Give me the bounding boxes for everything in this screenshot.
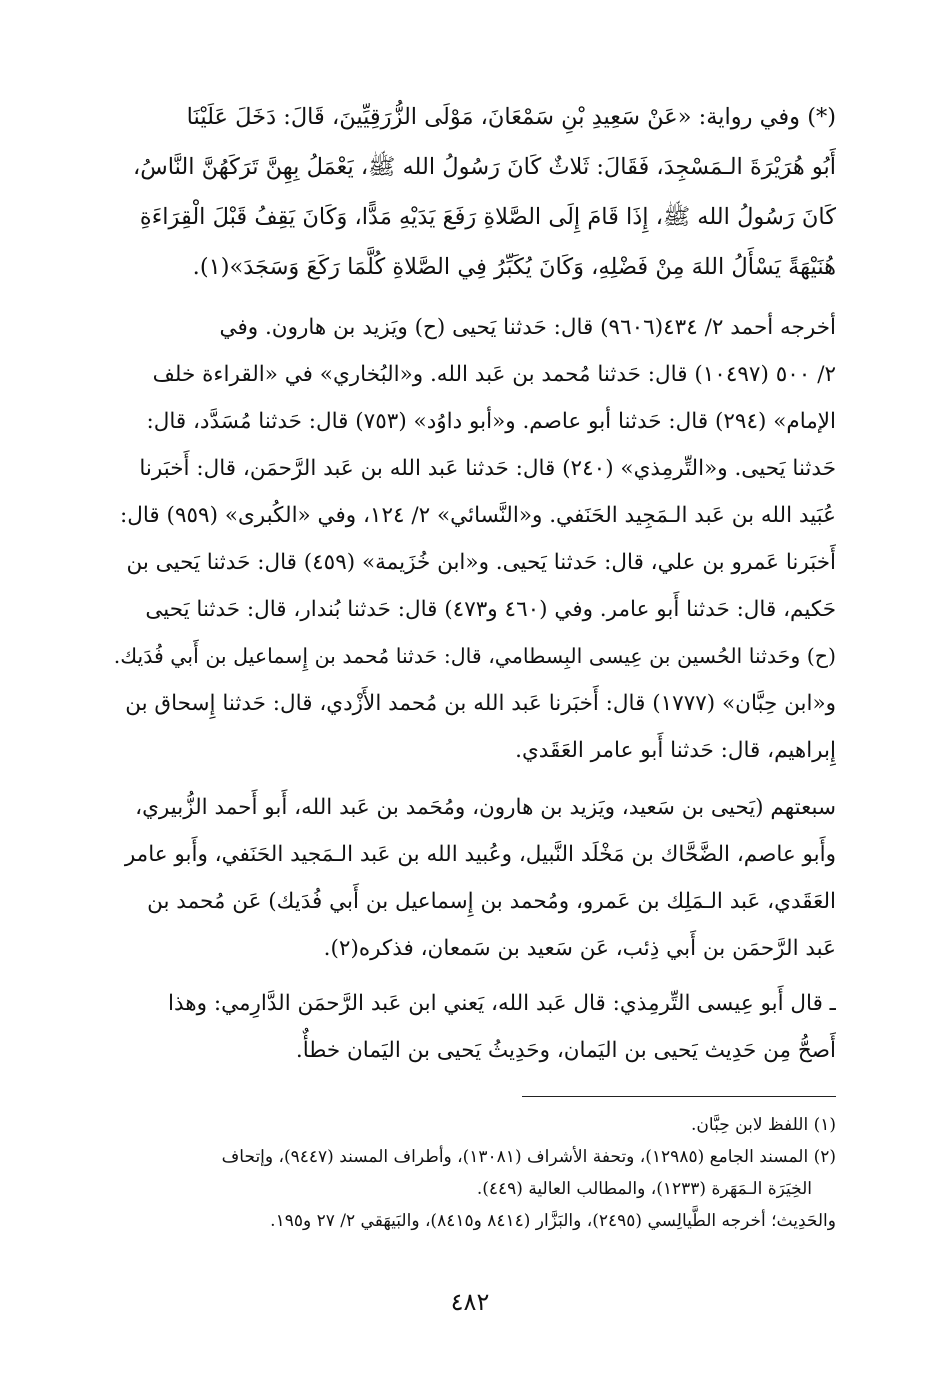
takhrij-line: إِبراهيم، قال: حَدثنا أَبو عامر العَقَدي. bbox=[515, 738, 836, 763]
takhrij-line: أَخبَرنا عَمرو بن علي، قال: حَدثنا يَحيى. و«ابن خُزَيمة» (٤٥٩) قال: حَدثنا يَحيى بن bbox=[126, 550, 836, 575]
page-body bbox=[100, 92, 836, 1237]
hadith-line: (*) وفي رواية: «عَنْ سَعِيدِ بْنِ سَمْعَانَ، مَوْلَى الزُّرَقِيِّينَ، قَالَ: دَخَلَ عَلَيْنَا bbox=[186, 104, 836, 130]
narrators-line: سبعتهم (يَحيى بن سَعيد، ويَزيد بن هارون، ومُحَمد بن عَبد الله، أَبو أَحمد الزُّبيري، bbox=[135, 795, 836, 820]
footnote-2-continued: الخِيَرَة الـمَهَرة (١٢٣٣)، والمطالب العالية (٤٤٩). bbox=[476, 1179, 812, 1199]
takhrij-line: و«ابن حِبَّان» (١٧٧٧) قال: أَخبَرنا عَبد الله بن مُحمد الأَزْدي، قال: حَدثنا إِسحاق بن bbox=[125, 691, 836, 716]
narrators-line: وأَبو عاصم، الضَّحَّاك بن مَخْلَد النَّبيل، وعُبيد الله بن عَبد الـمَجيد الحَنَفي، وأَبو عامر bbox=[124, 842, 836, 867]
footnote-separator bbox=[522, 1096, 836, 1097]
narrators-line: عَبد الرَّحمَن بن أَبي ذِئب، عَن سَعيد بن سَمعان، فذكره(٢). bbox=[323, 936, 836, 961]
tirmidhi-comment bbox=[100, 980, 836, 1074]
hadith-line: كَانَ رَسُولُ الله ﷺ، إِذَا قَامَ إِلَى الصَّلاةِ رَفَعَ يَدَيْهِ مَدًّا، وَكَانَ يَقِفُ قَبْلَ الْقِرَاءَةِ bbox=[139, 204, 836, 230]
tirmidhi-line: أَصحُّ مِن حَدِيث يَحيى بن اليَمان، وحَدِيثُ يَحيى بن اليَمان خطأٌ. bbox=[295, 1038, 836, 1063]
hadith-line: هُنَيْهَةً يَسْأَلُ اللهَ مِنْ فَضْلِهِ، وَكَانَ يُكَبِّرُ فِي الصَّلاةِ كُلَّمَا رَكَعَ وَسَجَدَ»(١). bbox=[192, 254, 836, 280]
narrators-line: العَقَدي، عَبد الـمَلِك بن عَمرو، ومُحمد بن إِسماعيل بن أَبي فُدَيك) عَن مُحمد بن bbox=[147, 889, 836, 914]
footnote-1: (١) اللفظ لابن حِبَّان. bbox=[691, 1115, 836, 1135]
hadith-text bbox=[100, 92, 836, 292]
page-number: ٤٨٢ bbox=[450, 1288, 490, 1316]
takhrij-line: ٢/ ٥٠٠ (١٠٤٩٧) قال: حَدثنا مُحمد بن عَبد الله. و«البُخاري» في «القراءة خلف bbox=[152, 362, 836, 387]
takhrij-paragraph bbox=[100, 304, 836, 774]
footnote-2: (٢) المسند الجامع (١٢٩٨٥)، وتحفة الأشراف (١٣٠٨١)، وأطراف المسند (٩٤٤٧)، وإتحاف bbox=[221, 1147, 836, 1167]
takhrij-line: حَكيم، قال: حَدثنا أَبو عامر. وفي (٤٦٠ و٤٧٣) قال: حَدثنا بُندار، قال: حَدثنا يَحيى bbox=[145, 597, 836, 622]
footnotes bbox=[100, 1109, 836, 1237]
tirmidhi-line: ـ قال أَبو عِيسى التِّرمِذي: قال عَبد الله، يَعني ابن عَبد الرَّحمَن الدَّارِمي: وهذا bbox=[168, 991, 836, 1016]
takhrij-line: عُبَيد الله بن عَبد الـمَجِيد الحَنَفي. و«النَّسائي» ٢/ ١٢٤، وفي «الكُبرى» (٩٥٩) قال: bbox=[120, 503, 836, 528]
takhrij-line: حَدثنا يَحيى. و«التِّرمِذي» (٢٤٠) قال: حَدثنا عَبد الله بن عَبد الرَّحمَن، قال: أَخبَرنا bbox=[139, 456, 836, 481]
narrators-paragraph bbox=[100, 784, 836, 972]
footnote-2-hadith: والحَدِيث؛ أخرجه الطَّيالِسي (٢٤٩٥)، والبَزَّار (٨٤١٤ و٨٤١٥)، والبَيهَقي ٢/ ٢٧ و١٩٥. bbox=[270, 1211, 836, 1231]
takhrij-line: الإمام» (٢٩٤) قال: حَدثنا أبو عاصم. و«أبو داوُد» (٧٥٣) قال: حَدثنا مُسَدَّد، قال: bbox=[146, 409, 836, 434]
hadith-line: أَبُو هُرَيْرَةَ الـمَسْجِدَ، فَقَالَ: ثَلاثٌ كَانَ رَسُولُ الله ﷺ، يَعْمَلُ بِهِنَّ تَرَكَهُنَّ النَّاسُ، bbox=[132, 154, 836, 180]
takhrij-line: (ح) وحَدثنا الحُسين بن عِيسى البِسطامي، قال: حَدثنا مُحمد بن إِسماعيل بن أَبي فُدَيك. bbox=[113, 644, 836, 668]
takhrij-line: أخرجه أحمد ٢/ ٤٣٤(٩٦٠٦) قال: حَدثنا يَحيى (ح) ويَزيد بن هارون. وفي bbox=[219, 315, 836, 340]
